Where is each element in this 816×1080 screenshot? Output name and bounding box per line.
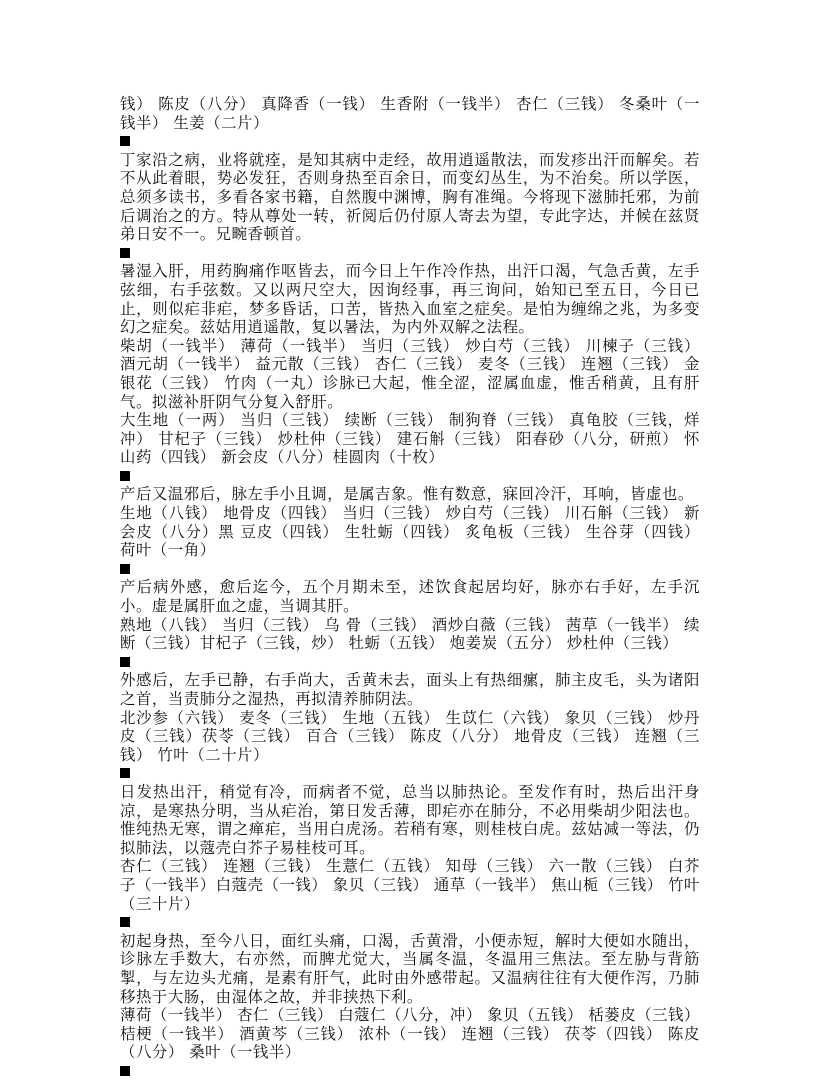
section-separator-icon [120, 657, 130, 667]
prescription-list: 杏仁（三钱） 连翘（三钱） 生薏仁（五钱） 知母（三钱） 六一散（三钱） 白芥子（一钱半）白蔻壳（一钱） 象贝（三钱） 通草（一钱半） 焦山栀（三钱） 竹叶（三十片） [120, 857, 700, 913]
prescription-list: 熟地（八钱） 当归（三钱） 乌 骨（三钱） 酒炒白薇（三钱） 茜草（一钱半） 续断（三钱）甘杞子（三钱，炒） 牡蛎（五钱） 炮姜炭（五分） 炒杜仲（三钱） [120, 615, 700, 653]
case-note-winter-warmth: 初起身热，至今八日，面红头痛，口渴，舌黄滑，小便赤短，解时大便如水随出，诊脉左手数大，右亦然，而脾尤觉大，当属冬温，冬温用三焦法。至左胁与背筋掣，与左边头尤痛，是素有肝气，此时由外感带起。又温病往往有大便作泻，乃肺移热于大肠，由湿体之故，并非挟热下利。 [120, 931, 700, 1006]
case-note-letter: 丁家沿之病，业将就痊，是知其病中走经，故用逍遥散法，而发疹出汗而解矣。若不从此着眼，势必发狂，否则身热至百余日，而变幻丛生，为不治矣。所以学医，总须多读书，多看各家书籍，自然腹中渊博，胸有准绳。今将现下滋肺托邪，为前后调治之的方。特从尊处一转，祈阅后仍付原人寄去为望，专此字达，并候在兹贤弟日安不一。兄畹香顿首。 [120, 150, 700, 244]
section-separator-icon [120, 768, 130, 778]
prescription-list: 薄荷（一钱半） 杏仁（三钱） 白蔻仁（八分，冲） 象贝（五钱） 栝蒌皮（三钱） 桔梗（一钱半） 酒黄芩（三钱） 浓朴（一钱） 连翘（三钱） 茯苓（四钱） 陈皮（八分） 桑叶（一钱半） [120, 1006, 700, 1062]
case-note-postpartum: 产后又温邪后，脉左手小且调，是属吉象。惟有数意，寐回冷汗，耳响，皆虚也。 [120, 485, 694, 504]
prescription-list: 大生地（一两） 当归（三钱） 续断（三钱） 制狗脊（三钱） 真龟胶（三钱，烊冲） 甘杞子（三钱） 炒杜仲（三钱） 建石斛（三钱） 阳春砂（八分，研煎） 怀山药（四钱） 新会皮（八分）桂圆肉（十枚） [120, 411, 700, 467]
section-separator-icon [120, 564, 130, 574]
prescription-continuation: 钱） 陈皮（八分） 真降香（一钱） 生香附（一钱半） 杏仁（三钱） 冬桑叶（一钱半） 生姜（二片） [120, 95, 700, 132]
prescription-list: 生地（八钱） 地骨皮（四钱） 当归（三钱） 炒白芍（三钱） 川石斛（三钱） 新会皮（八分）黑 豆皮（四钱） 生牡蛎（四钱） 炙龟板（三钱） 生谷芽（四钱） 荷叶（一角） [120, 504, 700, 560]
case-note-daily-fever: 日发热出汗，稍觉有冷，而病者不觉，总当以肺热论。至发作有时，热后出汗身凉，是寒热分明，当从疟治，第日发舌薄，即疟亦在肺分，不必用柴胡少阳法也。惟纯热无寒，谓之瘅疟，当用白虎汤。若稍有寒，则桂枝白虎。兹姑减一等法，仍拟肺法，以蔻壳白芥子易桂枝可耳。 [120, 782, 700, 857]
section-separator-icon [120, 248, 130, 258]
prescription-list: 北沙参（六钱） 麦冬（三钱） 生地（五钱） 生苡仁（六钱） 象贝（三钱） 炒丹皮（三钱）茯苓（三钱） 百合（三钱） 陈皮（八分） 地骨皮（三钱） 连翘（三钱） 竹叶（二十片） [120, 708, 700, 764]
section-separator-icon [120, 136, 130, 146]
prescription-list: 柴胡（一钱半） 薄荷（一钱半） 当归（三钱） 炒白芍（三钱） 川楝子（三钱） 酒元胡（一钱半） 益元散（三钱） 杏仁（三钱） 麦冬（三钱） 连翘（三钱） 金银花（三钱） 竹肉（一丸）诊脉已大起，惟全涩，涩属血虚，惟舌稍黄，且有肝气。拟滋补肝阴气分复入舒肝。 [120, 336, 700, 411]
section-separator-icon [120, 917, 130, 927]
section-separator-icon [120, 1066, 130, 1076]
case-note-postpartum-external: 产后病外感，愈后迄今，五个月期未至，述饮食起居均好，脉亦右手好，左手沉小。虚是属肝血之虚，当调其肝。 [120, 578, 700, 616]
document-page [120, 95, 700, 1080]
case-note-summer-damp: 暑湿入肝，用药胸痛作呕皆去，而今日上午作冷作热，出汗口渴，气急舌黄，左手弦细，右手弦数。又以两尺空大，因询经事，再三询问，始知已至五日，今日已止，则似疟非疟，梦多昏话，口苦，皆热入血室之症矣。是怕为缠绵之兆，为多变幻之症矣。兹姑用逍遥散，复以暑法，为内外双解之法程。 [120, 262, 700, 337]
case-note-lung-heat: 外感后，左手已静，右手尚大，舌黄未去，面头上有热细瘰，肺主皮毛，头为诸阳之首，当责肺分之湿热，再拟清养肺阴法。 [120, 671, 700, 708]
section-separator-icon [120, 471, 130, 481]
